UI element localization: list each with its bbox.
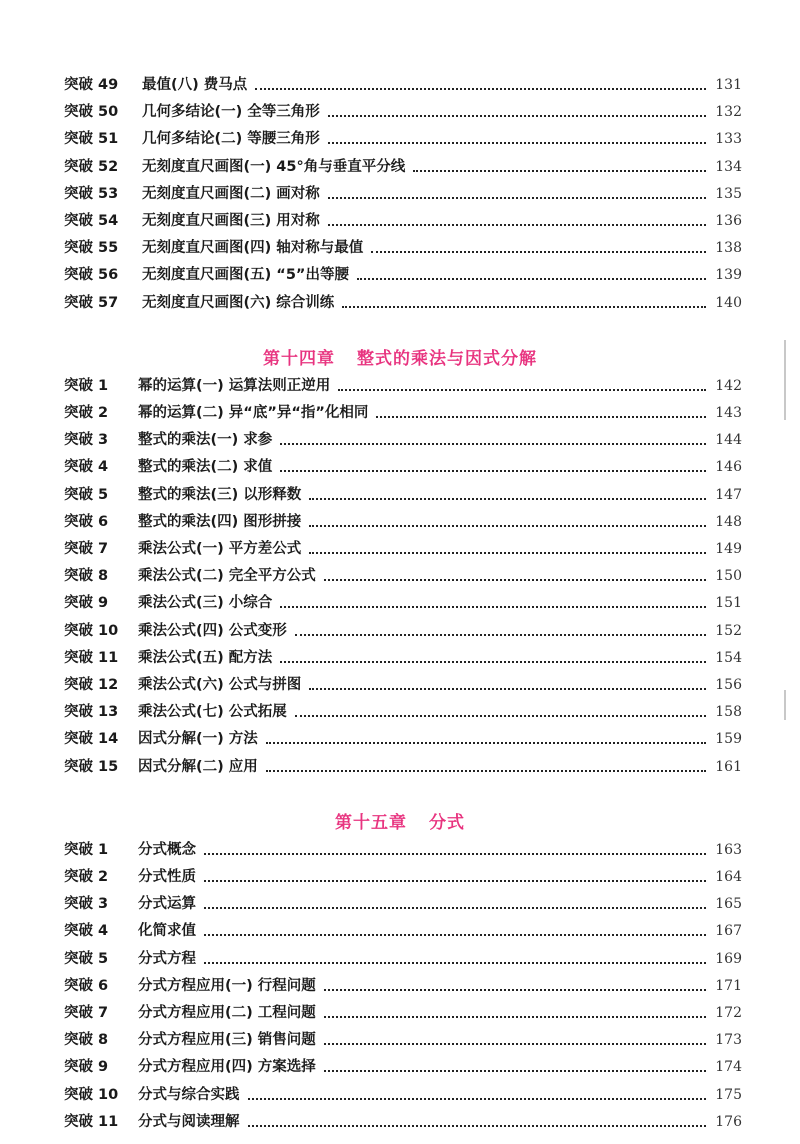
page-number: 165 xyxy=(715,896,742,913)
entry-number: 突破 2 xyxy=(64,869,109,885)
dot-leader xyxy=(309,497,706,500)
page-edge-mark xyxy=(784,340,786,420)
page-number: 136 xyxy=(715,213,742,229)
entry-title: 幂的运算(一) 运算法则正逆用 xyxy=(138,377,331,394)
entry-number: 突破 50 xyxy=(64,104,119,121)
entry-title: 分式性质 xyxy=(138,869,196,885)
toc-entry[interactable] xyxy=(64,835,742,859)
page-number: 147 xyxy=(715,486,742,503)
dot-leader xyxy=(413,169,706,172)
page-number: 158 xyxy=(715,704,742,721)
entry-number: 突破 12 xyxy=(64,677,119,693)
toc-entry[interactable] xyxy=(64,206,742,230)
entry-title: 乘法公式(五) 配方法 xyxy=(138,649,273,666)
toc-entry[interactable] xyxy=(64,889,742,913)
entry-number: 突破 53 xyxy=(64,185,119,202)
toc-entry[interactable] xyxy=(64,1052,742,1076)
toc-entry[interactable] xyxy=(64,588,742,612)
entry-title: 整式的乘法(四) 图形拼接 xyxy=(138,513,302,530)
toc-entry[interactable] xyxy=(64,971,742,995)
dot-leader xyxy=(324,988,706,991)
page-number: 159 xyxy=(715,731,742,748)
entry-title: 因式分解(一) 方法 xyxy=(138,731,258,748)
entry-number: 突破 8 xyxy=(64,1032,109,1049)
toc-entry[interactable] xyxy=(64,260,742,284)
entry-number: 突破 13 xyxy=(64,704,119,721)
page-number: 134 xyxy=(715,158,742,175)
entry-title: 几何多结论(一) 全等三角形 xyxy=(142,104,320,121)
entry-number: 突破 7 xyxy=(64,541,109,557)
entry-title: 分式方程应用(三) 销售问题 xyxy=(138,1032,316,1049)
dot-leader xyxy=(309,551,706,554)
page-number: 131 xyxy=(715,77,742,93)
dot-leader xyxy=(328,114,706,117)
page-number: 148 xyxy=(715,513,742,530)
chapter-heading xyxy=(0,810,800,836)
entry-title: 无刻度直尺画图(三) 用对称 xyxy=(142,213,320,229)
entry-number: 突破 5 xyxy=(64,950,109,967)
toc-entry[interactable] xyxy=(64,724,742,748)
toc-entry[interactable] xyxy=(64,670,742,694)
toc-entry[interactable] xyxy=(64,616,742,640)
toc-entry[interactable] xyxy=(64,371,742,395)
page-number: 138 xyxy=(715,240,742,257)
dot-leader xyxy=(204,879,706,882)
page-number: 164 xyxy=(715,869,742,885)
entry-title: 最值(八) 费马点 xyxy=(142,77,248,93)
toc-entry[interactable] xyxy=(64,233,742,257)
page-number: 151 xyxy=(715,595,742,612)
entry-number: 突破 4 xyxy=(64,923,109,940)
entry-title: 分式与阅读理解 xyxy=(138,1113,240,1130)
entry-number: 突破 10 xyxy=(64,1086,119,1103)
entry-title: 幂的运算(二) 异“底”异“指”化相同 xyxy=(138,405,369,421)
toc-entry[interactable] xyxy=(64,916,742,940)
page-number: 163 xyxy=(715,841,742,858)
toc-entry[interactable] xyxy=(64,697,742,721)
chapter-title: 整式的乘法与因式分解 xyxy=(357,348,537,369)
entry-number: 突破 51 xyxy=(64,131,119,148)
page-number: 146 xyxy=(715,459,742,476)
page-number: 176 xyxy=(715,1113,742,1130)
entry-number: 突破 9 xyxy=(64,595,109,612)
entry-number: 突破 54 xyxy=(64,213,119,229)
dot-leader xyxy=(280,469,706,472)
entry-number: 突破 10 xyxy=(64,622,119,639)
page-number: 152 xyxy=(715,622,742,639)
dot-leader xyxy=(342,305,706,308)
page-edge-mark xyxy=(784,690,786,720)
dot-leader xyxy=(266,741,706,744)
toc-entry[interactable] xyxy=(64,179,742,203)
toc-entry[interactable] xyxy=(64,752,742,776)
dot-leader xyxy=(204,961,706,964)
entry-title: 乘法公式(六) 公式与拼图 xyxy=(138,677,302,693)
page-number: 133 xyxy=(715,131,742,148)
toc-entry[interactable] xyxy=(64,425,742,449)
toc-entry[interactable] xyxy=(64,1080,742,1104)
entry-number: 突破 55 xyxy=(64,240,119,257)
entry-number: 突破 57 xyxy=(64,294,119,311)
dot-leader xyxy=(248,1097,707,1100)
page-number: 172 xyxy=(715,1005,742,1021)
entry-number: 突破 5 xyxy=(64,486,109,503)
entry-title: 分式概念 xyxy=(138,841,196,858)
entry-number: 突破 3 xyxy=(64,432,109,449)
dot-leader xyxy=(280,605,706,608)
dot-leader xyxy=(371,250,706,253)
toc-entry[interactable] xyxy=(64,398,742,422)
entry-title: 分式方程应用(二) 工程问题 xyxy=(138,1005,316,1021)
dot-leader xyxy=(324,578,706,581)
entry-title: 乘法公式(四) 公式变形 xyxy=(138,622,287,639)
entry-number: 突破 11 xyxy=(64,1113,119,1130)
entry-title: 整式的乘法(二) 求值 xyxy=(138,459,273,476)
entry-title: 分式方程应用(一) 行程问题 xyxy=(138,977,316,994)
page-number: 143 xyxy=(715,405,742,421)
entry-number: 突破 2 xyxy=(64,405,109,421)
toc-entry[interactable] xyxy=(64,97,742,121)
entry-number: 突破 49 xyxy=(64,77,119,93)
toc-entry[interactable] xyxy=(64,152,742,176)
entry-number: 突破 1 xyxy=(64,841,109,858)
dot-leader xyxy=(328,141,706,144)
entry-title: 整式的乘法(三) 以形释数 xyxy=(138,486,302,503)
entry-number: 突破 52 xyxy=(64,158,119,175)
dot-leader xyxy=(324,1069,706,1072)
entry-title: 因式分解(二) 应用 xyxy=(138,758,258,775)
dot-leader xyxy=(204,933,706,936)
page-number: 174 xyxy=(715,1059,742,1076)
entry-title: 无刻度直尺画图(二) 画对称 xyxy=(142,185,320,202)
page-number: 156 xyxy=(715,677,742,693)
entry-title: 分式运算 xyxy=(138,896,196,913)
page-number: 135 xyxy=(715,185,742,202)
dot-leader xyxy=(204,852,706,855)
dot-leader xyxy=(309,687,706,690)
dot-leader xyxy=(280,660,706,663)
toc-entry[interactable] xyxy=(64,70,742,94)
chapter-number: 第十四章 xyxy=(263,348,335,369)
entry-number: 突破 11 xyxy=(64,649,119,666)
toc-entry[interactable] xyxy=(64,1025,742,1049)
entry-title: 乘法公式(七) 公式拓展 xyxy=(138,704,287,721)
entry-title: 乘法公式(二) 完全平方公式 xyxy=(138,568,316,585)
dot-leader xyxy=(376,415,706,418)
toc-entry[interactable] xyxy=(64,944,742,968)
toc-entry[interactable] xyxy=(64,643,742,667)
page-number: 167 xyxy=(715,923,742,940)
dot-leader xyxy=(357,277,706,280)
dot-leader xyxy=(328,223,706,226)
entry-title: 化简求值 xyxy=(138,923,196,940)
toc-entry[interactable] xyxy=(64,507,742,531)
entry-title: 无刻度直尺画图(四) 轴对称与最值 xyxy=(142,240,364,257)
entry-title: 整式的乘法(一) 求参 xyxy=(138,432,273,449)
dot-leader xyxy=(295,633,706,636)
chapter-heading xyxy=(0,346,800,372)
page-number: 171 xyxy=(715,977,742,994)
dot-leader xyxy=(338,388,706,391)
page-number: 175 xyxy=(715,1086,742,1103)
chapter-number: 第十五章 xyxy=(335,812,407,833)
page-number: 150 xyxy=(715,568,742,585)
page-number: 169 xyxy=(715,950,742,967)
page-number: 139 xyxy=(715,267,742,284)
entry-number: 突破 6 xyxy=(64,513,109,530)
dot-leader xyxy=(255,87,706,90)
toc-entry[interactable] xyxy=(64,288,742,312)
page-number: 140 xyxy=(715,294,742,311)
dot-leader xyxy=(295,714,706,717)
entry-number: 突破 6 xyxy=(64,977,109,994)
entry-number: 突破 14 xyxy=(64,731,119,748)
entry-title: 乘法公式(三) 小综合 xyxy=(138,595,273,612)
toc-entry[interactable] xyxy=(64,124,742,148)
toc-entry[interactable] xyxy=(64,534,742,558)
page-number: 132 xyxy=(715,104,742,121)
entry-title: 几何多结论(二) 等腰三角形 xyxy=(142,131,320,148)
dot-leader xyxy=(324,1042,706,1045)
page-number: 142 xyxy=(715,377,742,394)
entry-title: 分式方程应用(四) 方案选择 xyxy=(138,1059,316,1076)
entry-title: 无刻度直尺画图(六) 综合训练 xyxy=(142,294,335,311)
entry-title: 分式与综合实践 xyxy=(138,1086,240,1103)
dot-leader xyxy=(248,1124,707,1127)
toc-entry[interactable] xyxy=(64,480,742,504)
page-number: 144 xyxy=(715,432,742,449)
dot-leader xyxy=(266,769,706,772)
dot-leader xyxy=(309,524,706,527)
dot-leader xyxy=(328,196,706,199)
entry-number: 突破 8 xyxy=(64,568,109,585)
entry-title: 分式方程 xyxy=(138,950,196,967)
dot-leader xyxy=(204,906,706,909)
entry-number: 突破 7 xyxy=(64,1005,109,1021)
entry-number: 突破 4 xyxy=(64,459,109,476)
toc-entry[interactable] xyxy=(64,561,742,585)
toc-entry[interactable] xyxy=(64,998,742,1022)
dot-leader xyxy=(324,1015,706,1018)
page-number: 173 xyxy=(715,1032,742,1049)
page-number: 154 xyxy=(715,649,742,666)
chapter-title: 分式 xyxy=(429,812,465,833)
entry-number: 突破 9 xyxy=(64,1059,109,1076)
dot-leader xyxy=(280,442,706,445)
toc-entry[interactable] xyxy=(64,1107,742,1131)
toc-entry[interactable] xyxy=(64,452,742,476)
page-number: 161 xyxy=(715,758,742,775)
entry-title: 无刻度直尺画图(一) 45°角与垂直平分线 xyxy=(142,158,406,175)
entry-number: 突破 3 xyxy=(64,896,109,913)
entry-number: 突破 1 xyxy=(64,377,109,394)
entry-title: 无刻度直尺画图(五) “5”出等腰 xyxy=(142,267,349,284)
entry-title: 乘法公式(一) 平方差公式 xyxy=(138,541,302,557)
toc-entry[interactable] xyxy=(64,862,742,886)
entry-number: 突破 56 xyxy=(64,267,119,284)
entry-number: 突破 15 xyxy=(64,758,119,775)
page-number: 149 xyxy=(715,541,742,557)
